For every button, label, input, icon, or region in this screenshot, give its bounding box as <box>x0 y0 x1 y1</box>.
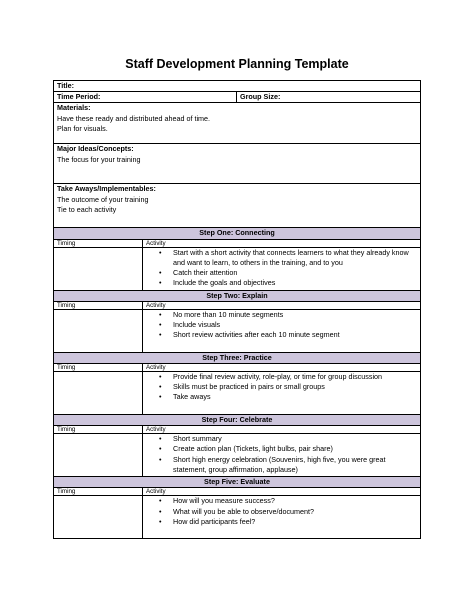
activity-item: • How will you measure success? <box>173 496 417 506</box>
activity-item: • Take aways <box>173 392 417 402</box>
takeaways-line: Tie to each activity <box>57 204 117 214</box>
activity-header: Activity <box>143 301 421 309</box>
takeaways-field[interactable] <box>54 184 421 228</box>
timing-cell[interactable] <box>54 496 143 539</box>
planning-table <box>53 80 421 539</box>
group-size-field[interactable]: Group Size: <box>237 92 421 103</box>
activity-item: • Short review activities after each 10 minute segment <box>173 330 417 340</box>
activity-item: • No more than 10 minute segments <box>173 310 417 320</box>
timing-cell[interactable] <box>54 434 143 477</box>
materials-line: Have these ready and distributed ahead of time. <box>57 113 211 123</box>
step-one-header: Step One: Connecting <box>54 228 421 239</box>
activity-item: • How did participants feel? <box>173 517 417 527</box>
takeaways-label: Take Aways/Implementables: <box>57 184 156 194</box>
activity-header: Activity <box>143 364 421 372</box>
activity-item: • Catch their attention <box>173 268 417 278</box>
materials-field[interactable] <box>54 103 421 144</box>
activity-cell[interactable] <box>143 309 421 352</box>
activity-header: Activity <box>143 426 421 434</box>
time-period-field[interactable]: Time Period: <box>54 92 237 103</box>
page-title: Staff Development Planning Template <box>125 57 349 71</box>
materials-line: Plan for visuals. <box>57 123 108 133</box>
timing-header: Timing <box>54 239 143 247</box>
activity-header: Activity <box>143 488 421 496</box>
timing-header: Timing <box>54 364 143 372</box>
major-ideas-label: Major Ideas/Concepts: <box>57 144 134 154</box>
activity-cell[interactable] <box>143 372 421 415</box>
takeaways-line: The outcome of your training <box>57 194 149 204</box>
activity-item: • Short high energy celebration (Souvenirs, high five, you were great statement, group affirmation, applause) <box>173 455 417 475</box>
timing-header: Timing <box>54 301 143 309</box>
activity-cell[interactable] <box>143 496 421 539</box>
timing-cell[interactable] <box>54 309 143 352</box>
timing-cell[interactable] <box>54 247 143 290</box>
major-ideas-field[interactable] <box>54 144 421 184</box>
title-field[interactable]: Title: <box>54 81 421 92</box>
activity-item: • Skills must be practiced in pairs or small groups <box>173 382 417 392</box>
step-five-header: Step Five: Evaluate <box>54 477 421 488</box>
step-three-header: Step Three: Practice <box>54 352 421 363</box>
activity-item: • Include visuals <box>173 320 417 330</box>
materials-label: Materials: <box>57 103 91 113</box>
step-two-header: Step Two: Explain <box>54 290 421 301</box>
activity-cell[interactable] <box>143 247 421 290</box>
timing-header: Timing <box>54 488 143 496</box>
activity-header: Activity <box>143 239 421 247</box>
timing-header: Timing <box>54 426 143 434</box>
activity-item: • Include the goals and objectives <box>173 278 417 288</box>
activity-item: • Start with a short activity that connects learners to what they already know and want to learn, to others in the training, and to you <box>173 248 417 268</box>
timing-cell[interactable] <box>54 372 143 415</box>
activity-item: • Short summary <box>173 434 417 444</box>
activity-item: • Provide final review activity, role-play, or time for group discussion <box>173 372 417 382</box>
major-ideas-line: The focus for your training <box>57 154 141 164</box>
activity-item: • What will you be able to observe/document? <box>173 507 417 517</box>
activity-cell[interactable] <box>143 434 421 477</box>
step-four-header: Step Four: Celebrate <box>54 415 421 426</box>
activity-item: • Create action plan (Tickets, light bulbs, pair share) <box>173 444 417 454</box>
